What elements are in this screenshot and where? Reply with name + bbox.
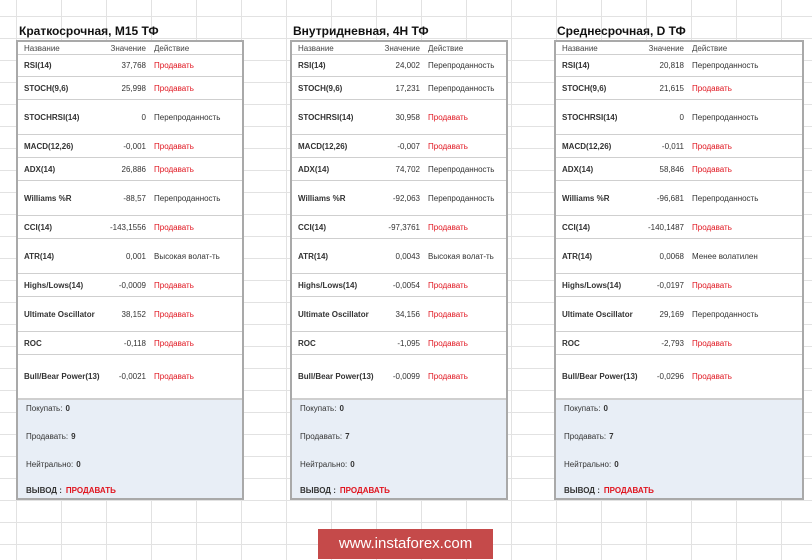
indicator-value: -0,001 — [123, 141, 146, 151]
indicator-action: Продавать — [692, 222, 732, 232]
indicator-value: 21,615 — [659, 83, 684, 93]
indicator-name: ADX(14) — [24, 164, 56, 174]
table-row — [18, 100, 242, 135]
indicator-name: Bull/Bear Power(13) — [24, 372, 100, 381]
indicator-value: 0,001 — [125, 251, 146, 261]
summary-sell — [564, 432, 614, 441]
indicator-value: 0,0043 — [395, 251, 420, 261]
indicator-value: -0,118 — [123, 338, 146, 348]
summary-section — [18, 399, 242, 498]
indicator-table — [290, 40, 508, 500]
indicator-value: -140,1487 — [647, 222, 684, 232]
indicator-name: CCI(14) — [24, 222, 53, 232]
indicator-name: Williams %R — [562, 193, 610, 203]
indicator-name: Highs/Lows(14) — [24, 280, 84, 290]
header-action: Действие — [692, 43, 728, 53]
indicator-action: Продавать — [428, 280, 468, 290]
indicator-action: Перепроданность — [692, 309, 759, 319]
summary-neutral — [300, 460, 355, 469]
summary-sell-count: 9 — [71, 432, 76, 441]
indicator-table — [554, 40, 804, 500]
indicator-action: Продавать — [154, 83, 194, 93]
summary-neutral-label: Нейтрально: — [300, 460, 348, 469]
indicator-name: ROC — [562, 338, 580, 348]
summary-conclusion — [26, 486, 116, 495]
instaforex-watermark: www.instaforex.com — [318, 529, 493, 559]
table-row — [18, 297, 242, 332]
indicator-value: 0 — [679, 112, 684, 122]
table-row — [18, 158, 242, 181]
indicator-name: Bull/Bear Power(13) — [562, 372, 638, 381]
indicator-action: Перепроданность — [428, 164, 495, 174]
indicator-name: STOCHRSI(14) — [24, 112, 80, 122]
summary-sell-count: 7 — [609, 432, 614, 441]
conclusion-label: ВЫВОД : — [26, 486, 62, 495]
table-row — [18, 332, 242, 355]
indicator-value: -0,0009 — [118, 280, 146, 290]
header-name: Название — [298, 43, 334, 53]
indicator-name: ROC — [298, 338, 316, 348]
indicator-value: -0,011 — [661, 141, 684, 151]
indicator-action: Продавать — [154, 338, 194, 348]
indicator-value: 58,846 — [659, 164, 684, 174]
indicator-value: 25,998 — [121, 83, 146, 93]
table-row — [18, 355, 242, 399]
indicator-name: STOCH(9,6) — [24, 83, 69, 93]
panel-title: Внутридневная, 4H ТФ — [293, 24, 429, 38]
table-row — [292, 239, 506, 274]
table-row — [556, 55, 802, 77]
table-row — [18, 135, 242, 158]
indicator-value: 34,156 — [395, 309, 420, 319]
panel-mid-term — [554, 22, 804, 500]
indicator-action: Перепроданность — [428, 83, 495, 93]
summary-buy-label: Покупать: — [300, 404, 337, 413]
summary-neutral — [564, 460, 619, 469]
table-row — [18, 55, 242, 77]
table-row — [556, 100, 802, 135]
indicator-name: CCI(14) — [298, 222, 327, 232]
indicator-action: Продавать — [692, 83, 732, 93]
indicator-name: RSI(14) — [562, 61, 590, 70]
indicator-value: 74,702 — [395, 164, 420, 174]
summary-sell — [300, 432, 350, 441]
summary-buy — [300, 404, 344, 413]
indicator-action: Продавать — [428, 222, 468, 232]
indicator-name: Highs/Lows(14) — [298, 280, 358, 290]
indicator-action: Перепроданность — [692, 61, 759, 70]
table-row — [556, 274, 802, 297]
summary-section — [556, 399, 802, 498]
header-value: Значение — [110, 43, 146, 53]
indicator-name: MACD(12,26) — [24, 141, 74, 151]
indicator-value: -0,0054 — [392, 280, 420, 290]
table-row — [556, 77, 802, 100]
table-row — [556, 158, 802, 181]
indicator-action: Перепроданность — [428, 61, 495, 70]
summary-neutral-label: Нейтрально: — [564, 460, 612, 469]
summary-buy-label: Покупать: — [26, 404, 63, 413]
indicator-value: 30,958 — [395, 112, 420, 122]
indicator-value: 37,768 — [121, 61, 146, 70]
header-action: Действие — [154, 43, 190, 53]
indicator-name: ATR(14) — [24, 251, 55, 261]
indicator-name: ADX(14) — [562, 164, 594, 174]
header-value: Значение — [648, 43, 684, 53]
table-row — [556, 216, 802, 239]
indicator-action: Продавать — [154, 141, 194, 151]
indicator-table — [16, 40, 244, 500]
table-row — [556, 355, 802, 399]
indicator-value: -0,007 — [397, 141, 420, 151]
summary-buy-count: 0 — [603, 404, 608, 413]
summary-sell-label: Продавать: — [300, 432, 343, 441]
indicator-name: Ultimate Oscillator — [24, 309, 95, 319]
header-name: Название — [562, 43, 598, 53]
indicator-value: 24,002 — [395, 61, 420, 70]
indicator-value: -0,0197 — [656, 280, 684, 290]
summary-neutral-label: Нейтрально: — [26, 460, 74, 469]
table-row — [292, 77, 506, 100]
indicator-value: 20,818 — [659, 61, 684, 70]
panel-title: Краткосрочная, M15 ТФ — [19, 24, 159, 38]
indicator-action: Продавать — [428, 112, 468, 122]
table-row — [556, 297, 802, 332]
table-row — [292, 181, 506, 216]
table-row — [292, 332, 506, 355]
table-row — [18, 239, 242, 274]
indicator-action: Продавать — [692, 141, 732, 151]
table-row — [292, 100, 506, 135]
indicator-value: -96,681 — [656, 193, 684, 203]
table-row — [556, 135, 802, 158]
summary-buy-count: 0 — [339, 404, 344, 413]
indicator-action: Высокая волат-ть — [428, 251, 494, 261]
indicator-action: Менее волатилен — [692, 251, 758, 261]
indicator-value: 0,0068 — [659, 251, 684, 261]
summary-sell-count: 7 — [345, 432, 350, 441]
indicator-name: CCI(14) — [562, 222, 591, 232]
indicator-name: RSI(14) — [298, 61, 326, 70]
indicator-name: STOCHRSI(14) — [298, 112, 354, 122]
conclusion-value: ПРОДАВАТЬ — [339, 486, 390, 495]
indicator-value: -143,1556 — [109, 222, 146, 232]
table-row — [292, 216, 506, 239]
indicator-action: Продавать — [692, 338, 732, 348]
conclusion-label: ВЫВОД : — [300, 486, 336, 495]
table-row — [556, 181, 802, 216]
indicator-action: Продавать — [154, 309, 194, 319]
summary-sell — [26, 432, 76, 441]
panel-short-term — [16, 22, 244, 500]
indicator-name: Bull/Bear Power(13) — [298, 372, 374, 381]
table-row — [292, 158, 506, 181]
summary-neutral-count: 0 — [350, 460, 355, 469]
indicator-action: Перепроданность — [692, 112, 759, 122]
indicator-value: 38,152 — [121, 309, 146, 319]
indicator-name: ADX(14) — [298, 164, 330, 174]
indicator-value: -97,3761 — [388, 222, 420, 232]
table-row — [292, 274, 506, 297]
indicator-action: Продавать — [154, 222, 194, 232]
indicator-action: Продавать — [692, 164, 732, 174]
indicator-action: Продавать — [428, 338, 468, 348]
indicator-name: RSI(14) — [24, 61, 52, 70]
indicator-value: -1,095 — [397, 338, 420, 348]
table-row — [292, 297, 506, 332]
panel-title: Среднесрочная, D ТФ — [557, 24, 686, 38]
indicator-name: STOCH(9,6) — [562, 83, 607, 93]
indicator-name: Ultimate Oscillator — [562, 309, 633, 319]
summary-neutral — [26, 460, 81, 469]
indicator-value: 29,169 — [659, 309, 684, 319]
indicator-action: Перепроданность — [154, 193, 221, 203]
indicator-name: Williams %R — [298, 193, 346, 203]
indicator-action: Продавать — [692, 280, 732, 290]
summary-neutral-count: 0 — [76, 460, 81, 469]
indicator-value: -2,793 — [661, 338, 684, 348]
table-row — [556, 332, 802, 355]
indicator-name: ATR(14) — [298, 251, 329, 261]
summary-section — [292, 399, 506, 498]
indicator-name: MACD(12,26) — [562, 141, 612, 151]
table-row — [292, 355, 506, 399]
header-value: Значение — [384, 43, 420, 53]
summary-neutral-count: 0 — [614, 460, 619, 469]
indicator-action: Перепроданность — [692, 193, 759, 203]
summary-sell-label: Продавать: — [564, 432, 607, 441]
table-row — [292, 55, 506, 77]
indicator-name: Highs/Lows(14) — [562, 280, 622, 290]
conclusion-value: ПРОДАВАТЬ — [65, 486, 116, 495]
indicator-value: -0,0021 — [118, 372, 146, 381]
table-header — [556, 42, 802, 55]
indicator-value: 0 — [141, 112, 146, 122]
indicator-action: Продавать — [692, 372, 732, 381]
indicator-name: ATR(14) — [562, 251, 593, 261]
header-name: Название — [24, 43, 60, 53]
indicator-action: Продавать — [154, 280, 194, 290]
indicator-action: Продавать — [428, 372, 468, 381]
summary-buy — [26, 404, 70, 413]
panel-intraday — [290, 22, 508, 500]
indicator-value: -0,0099 — [392, 372, 420, 381]
indicator-name: ROC — [24, 338, 42, 348]
summary-conclusion — [300, 486, 390, 495]
indicator-value: -0,0296 — [656, 372, 684, 381]
table-row — [292, 135, 506, 158]
indicator-action: Высокая волат-ть — [154, 251, 220, 261]
table-row — [556, 239, 802, 274]
summary-buy-count: 0 — [65, 404, 70, 413]
table-header — [292, 42, 506, 55]
indicator-value: 17,231 — [395, 83, 420, 93]
conclusion-label: ВЫВОД : — [564, 486, 600, 495]
header-action: Действие — [428, 43, 464, 53]
summary-conclusion — [564, 486, 654, 495]
conclusion-value: ПРОДАВАТЬ — [603, 486, 654, 495]
table-row — [18, 274, 242, 297]
indicator-action: Перепроданность — [154, 112, 221, 122]
indicator-action: Продавать — [428, 141, 468, 151]
summary-sell-label: Продавать: — [26, 432, 69, 441]
table-row — [18, 181, 242, 216]
summary-buy-label: Покупать: — [564, 404, 601, 413]
table-row — [18, 77, 242, 100]
table-row — [18, 216, 242, 239]
summary-buy — [564, 404, 608, 413]
indicator-name: MACD(12,26) — [298, 141, 348, 151]
indicator-action: Продавать — [154, 164, 194, 174]
indicator-action: Перепроданность — [428, 193, 495, 203]
indicator-value: -92,063 — [392, 193, 420, 203]
indicator-name: STOCH(9,6) — [298, 83, 343, 93]
indicator-value: -88,57 — [123, 193, 146, 203]
indicator-action: Продавать — [154, 372, 194, 381]
indicator-name: Williams %R — [24, 193, 72, 203]
table-header — [18, 42, 242, 55]
indicator-value: 26,886 — [121, 164, 146, 174]
indicator-name: STOCHRSI(14) — [562, 112, 618, 122]
indicator-action: Продавать — [154, 61, 194, 70]
indicator-action: Продавать — [428, 309, 468, 319]
indicator-name: Ultimate Oscillator — [298, 309, 369, 319]
